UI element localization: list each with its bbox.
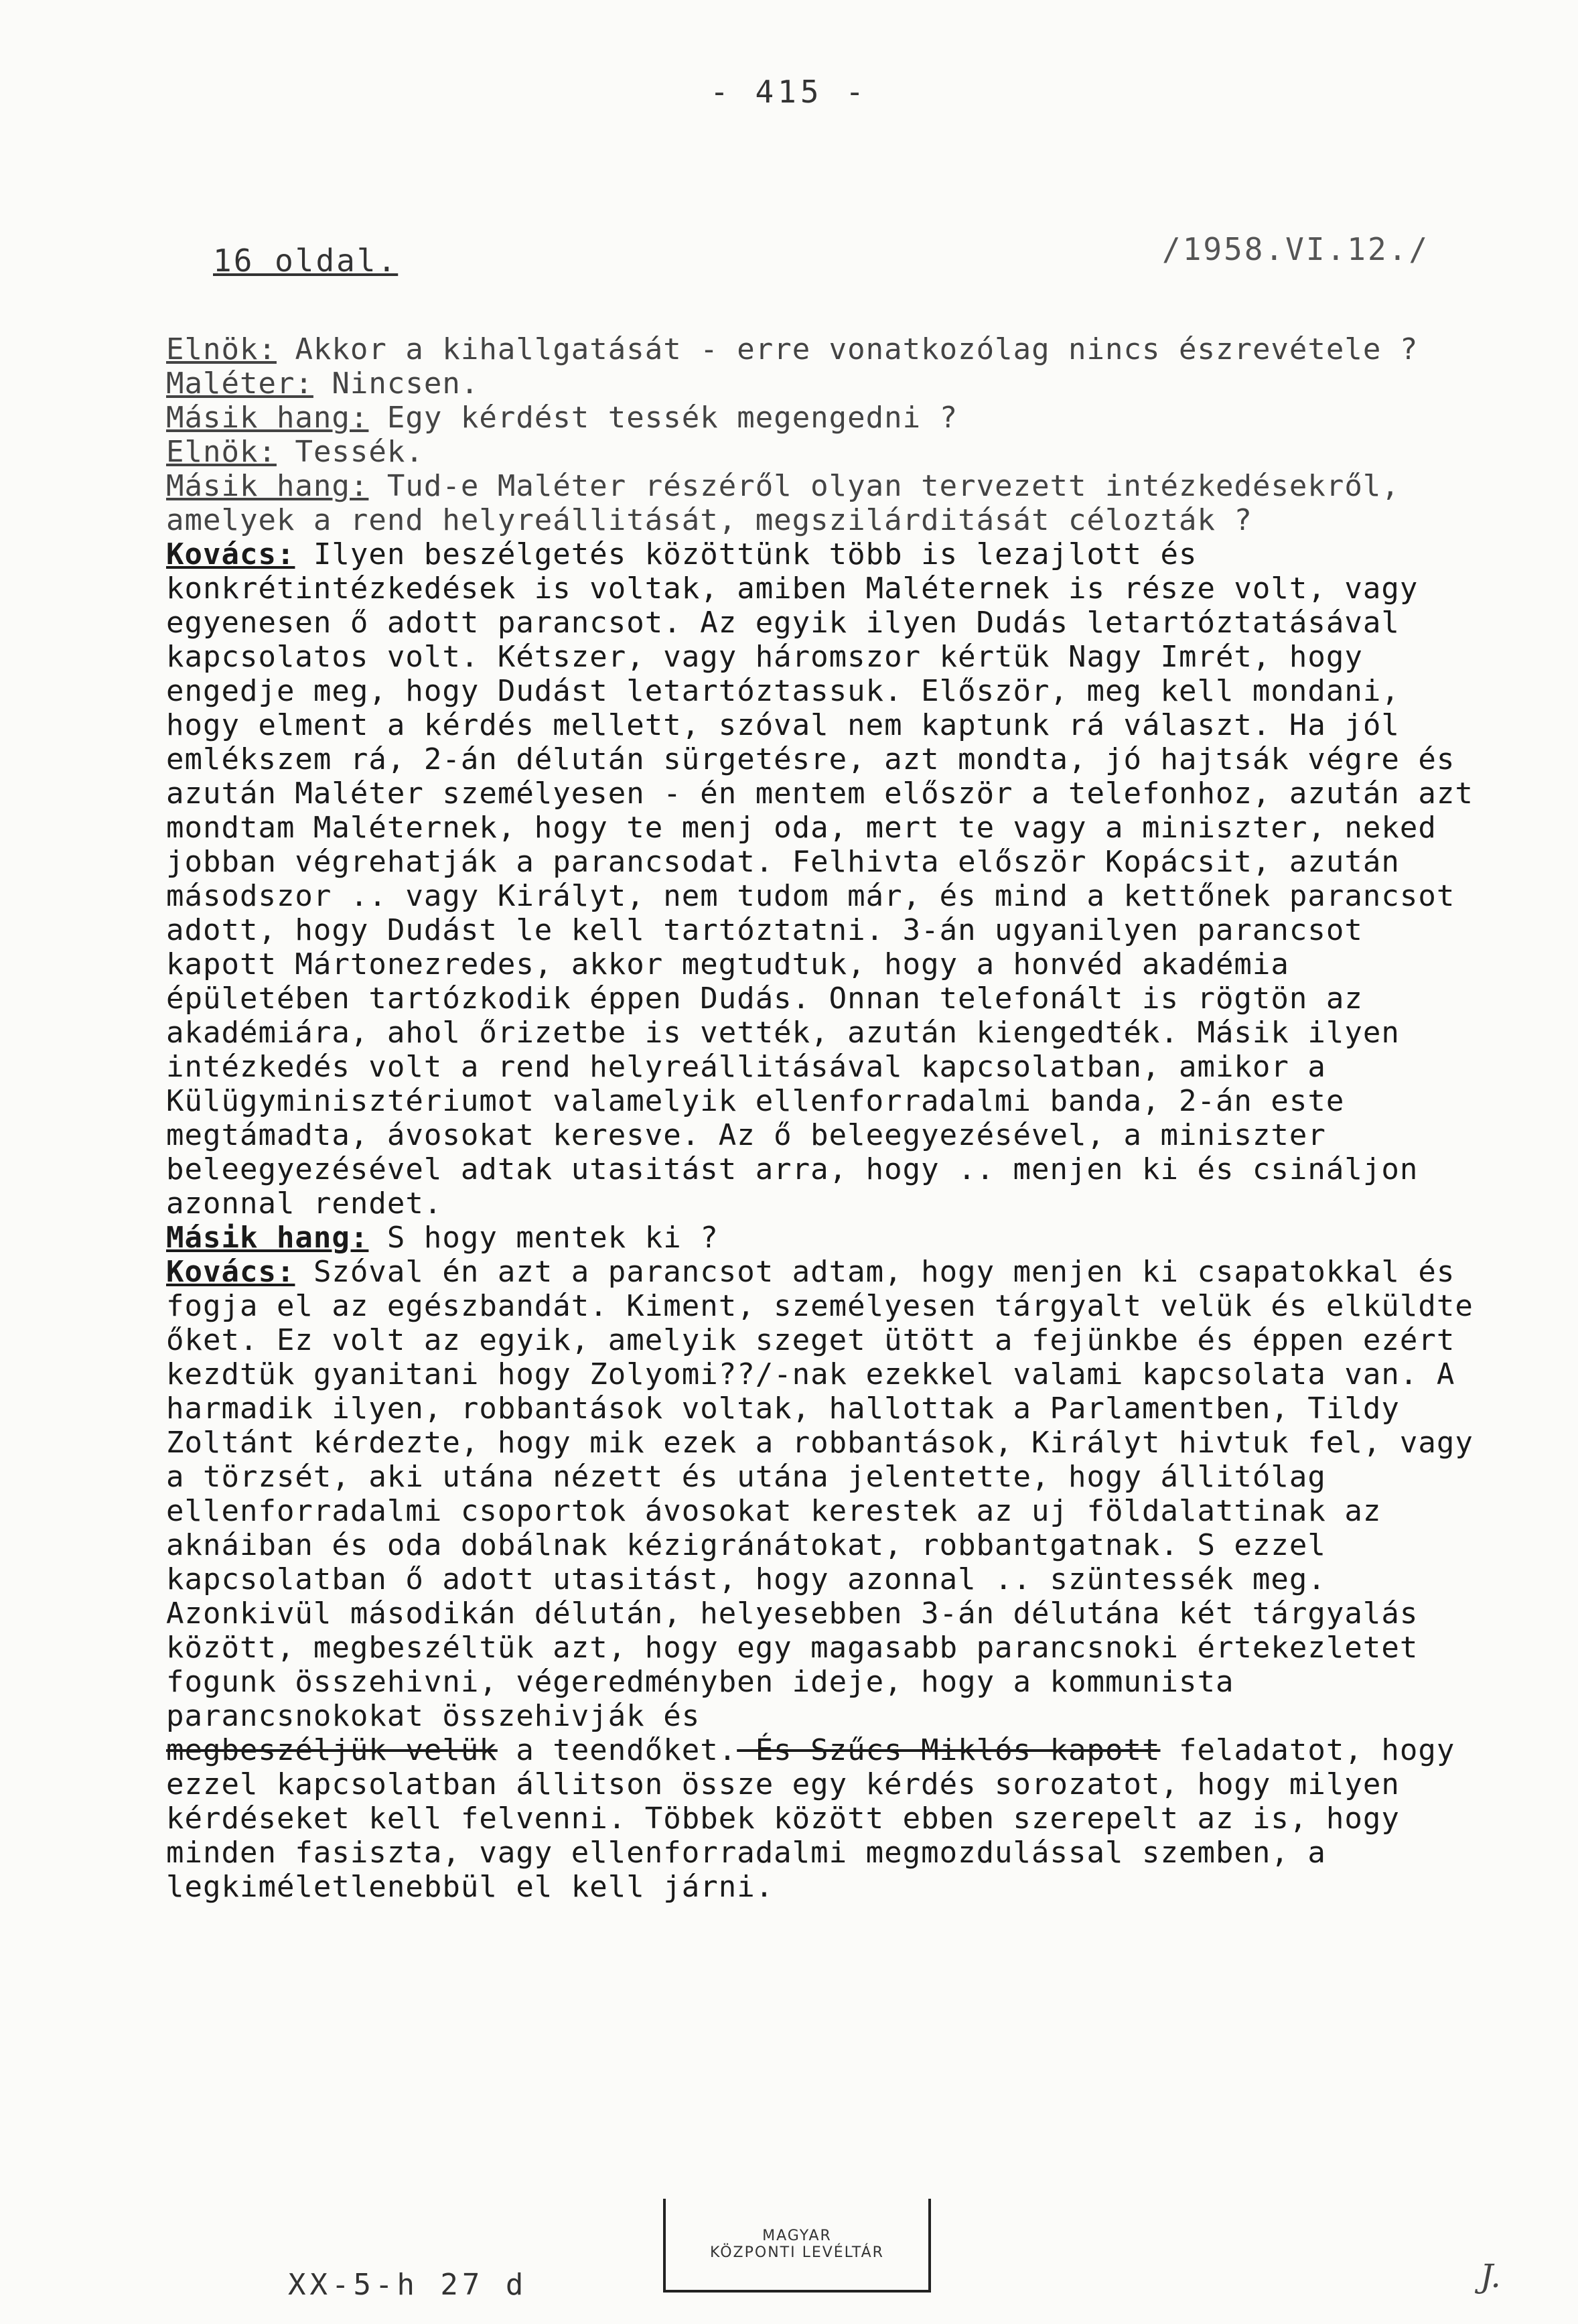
transcript-entry — [166, 401, 1486, 435]
speech-text: a teendőket. — [497, 1733, 737, 1767]
speech-text: Egy kérdést tessék megengedni ? — [386, 401, 958, 435]
transcript — [166, 332, 1486, 1904]
page-label: 16 oldal. — [213, 243, 399, 279]
speaker-label: Elnök: — [166, 435, 277, 469]
transcript-entry — [166, 332, 1486, 366]
handwritten-initial: J. — [1480, 2258, 1501, 2295]
transcript-entry — [166, 1221, 1486, 1255]
speech-text: S hogy mentek ki ? — [386, 1221, 719, 1255]
transcript-entry — [166, 537, 1486, 1221]
transcript-entry — [166, 435, 1486, 469]
archive-reference: XX-5-h 27 d — [288, 2268, 528, 2302]
speaker-label: Kovács: — [166, 537, 295, 571]
transcript-entry — [166, 469, 1486, 537]
stamp-line: MAGYAR — [762, 2228, 832, 2244]
speaker-label: Másik hang: — [166, 401, 369, 435]
speech-text: feladatot, hogy ezzel kapcsolatban állitson össze egy kérdés sorozatot, hogy milyen kérdéseket kell felvenni. Többek között ebben szerepelt az is, hogy minden fasiszta, vagy ellenforradalmi megmozdulással szemben, a legkiméletlenebbül el kell járni. — [166, 1733, 1455, 1904]
speech-text: Ilyen beszélgetés közöttünk több is lezajlott és konkrétintézkedések is voltak, amiben Maléternek is része volt, vagy egyenesen ő adott parancsot. Az egyik ilyen Dudás letartóztatásával kapcsolatos volt. Kétszer, vagy háromszor kértük Nagy Imrét, hogy engedje meg, hogy Dudást letartóztassuk. Először, meg kell mondani, hogy elment a kérdés mellett, szóval nem kaptunk rá választ. Ha jól emlékszem rá, 2-án délután sürgetésre, azt mondta, jó hajtsák végre és azután Maléter személyesen - én mentem először a telefonhoz, azután azt mondtam Maléternek, hogy te menj oda, mert te vagy a miniszter, neked jobban végrehatják a parancsodat. Felhivta először Kopácsit, azután másodszor .. vagy Királyt, nem tudom már, és mind a kettőnek parancsot adott, hogy Dudást le kell tartóztatni. 3-án ugyanilyen parancsot kapott Mártonezredes, akkor megtudtuk, hogy a honvéd akadémia épületében tartózkodik éppen Dudás. Onnan telefonált is rögtön az akadémiára, ahol őrizetbe is vették, azután kiengedték. Másik ilyen intézkedés volt a rend helyreállitásával kapcsolatban, amikor a Külügyminisztériumot valamelyik ellenforradalmi banda, 2-án este megtámadta, ávosokat keresve. Az ő beleegyezésével, a miniszter beleegyezésével adtak utasitást arra, hogy .. menjen ki és csináljon azonnal rendet. — [166, 537, 1474, 1221]
speaker-label: Elnök: — [166, 332, 277, 366]
stamp-line: KÖZPONTI LEVÉLTÁR — [710, 2244, 884, 2261]
struck-text: megbeszéljük velük — [166, 1733, 498, 1767]
document-date: /1958.VI.12./ — [1162, 231, 1430, 267]
archive-stamp — [663, 2199, 931, 2293]
struck-text: És Szűcs Miklós kapott — [737, 1733, 1161, 1767]
speech-text: Akkor a kihallgatását - erre vonatkozólag nincs észrevétele ? — [295, 332, 1419, 366]
speaker-label: Kovács: — [166, 1255, 295, 1289]
transcript-entry — [166, 1255, 1486, 1733]
speaker-label: Másik hang: — [166, 469, 369, 503]
speech-text: Tud-e Maléter részéről olyan tervezett intézkedésekről, amelyek a rend helyreállitását, megszilárditását célozták ? — [166, 469, 1400, 537]
transcript-entry — [166, 366, 1486, 401]
transcript-continuation — [166, 1733, 1486, 1904]
page-number: - 415 - — [710, 74, 868, 110]
speaker-label: Másik hang: — [166, 1221, 369, 1255]
speech-text: Szóval én azt a parancsot adtam, hogy menjen ki csapatokkal és fogja el az egészbandát. Kiment, személyesen tárgyalt velük és elküldte őket. Ez volt az egyik, amelyik szeget ütött a fejünkbe és éppen ezért kezdtük gyanitani hogy Zolyomi??/-nak ezekkel valami kapcsolata van. A harmadik ilyen, robbantások voltak, hallottak a Parlamentben, Tildy Zoltánt kérdezte, hogy mik ezek a robbantások, Királyt hivtuk fel, vagy a törzsét, aki utána nézett és utána jelentette, hogy állitólag ellenforradalmi csoportok ávosokat kerestek az uj földalattinak az aknáiban és oda dobálnak kézigránátokat, robbantgatnak. S ezzel kapcsolatban ő adott utasitást, hogy azonnal .. szüntessék meg. Azonkivül másodikán délután, helyesebben 3-án délutána két tárgyalás között, megbeszéltük azt, hogy egy magasabb parancsnoki értekezletet fogunk összehivni, végeredményben ideje, hogy a kommunista parancsnokokat összehivják és — [166, 1255, 1474, 1733]
speech-text: Nincsen. — [332, 366, 480, 401]
speech-text: Tessék. — [295, 435, 424, 469]
speaker-label: Maléter: — [166, 366, 313, 401]
